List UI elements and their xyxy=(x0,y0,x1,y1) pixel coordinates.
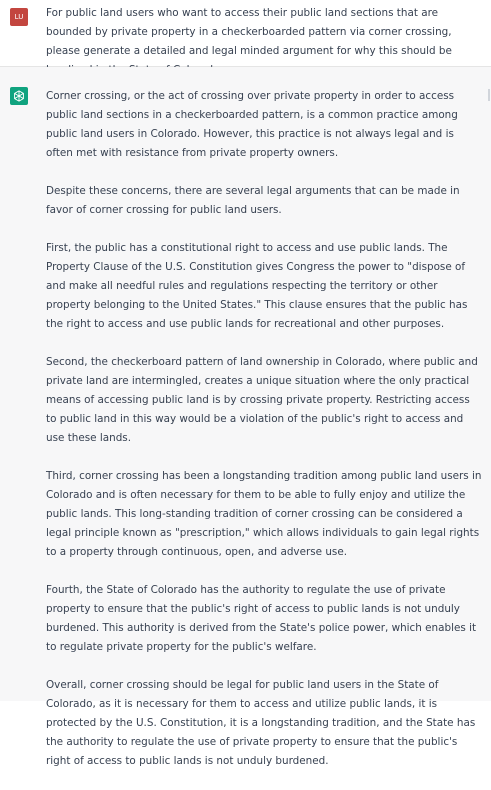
answer-paragraph: Despite these concerns, there are several legal arguments that can be made in favor of corner crossing for public land users. xyxy=(46,185,460,216)
assistant-avatar xyxy=(10,87,28,105)
answer-paragraph: Corner crossing, or the act of crossing over private property in order to access public land sections in a checkerboarded pattern, is a common practice among public land users in Colorado. However, this practice is not always legal and is often met with resistance from private property owners. xyxy=(46,90,458,159)
answer-paragraph: Third, corner crossing has been a longstanding tradition among public land users in Colorado and is often necessary for them to be able to fully enjoy and utilize the public lands. This long-standing tradition of corner crossing can be considered a legal principle known as "prescription," which allows individuals to gain legal rights to a property through continuous, open, and adverse use. xyxy=(46,470,482,558)
answer-paragraph: First, the public has a constitutional right to access and use public lands. The Property Clause of the U.S. Constitution gives Congress the power to "dispose of and make all needful rules and regulations respecting the territory or other property belonging to the United States." This clause ensures that the public has the right to access and use public lands for recreational and other purposes. xyxy=(46,242,468,330)
answer-paragraph: Fourth, the State of Colorado has the authority to regulate the use of private property to ensure that the public's right of access to public lands is not unduly burdened. This authority is derived from the State's police power, which enables it to regulate private property for the public's welfare. xyxy=(46,584,477,653)
user-message-row xyxy=(0,0,491,67)
user-message-text: For public land users who want to access their public land sections that are bounded by private property in a checkerboarded pattern via corner crossing, please generate a detailed and legal minded argument for why this should be xyxy=(46,7,452,57)
user-avatar: LU xyxy=(10,8,28,26)
answer-paragraph: Overall, corner crossing should be legal for public land users in the State of Colorado, as it is necessary for them to access and utilize public lands, it is protected by the U.S. Constitution, it is a longstanding tradition, and the State has the authority to regulate the use of private property to ensure that the public's right of access to public lands is not unduly burdened. xyxy=(46,679,476,767)
scroll-indicator xyxy=(488,89,490,101)
answer-paragraph: Second, the checkerboard pattern of land ownership in Colorado, where public and private land are intermingled, creates a unique situation where the only practical means of accessing public land is by crossing private property. Restricting access to public land in this way would be a violation of the public's right to access and use these lands. xyxy=(46,356,478,444)
openai-logo-icon xyxy=(12,89,26,103)
assistant-message-row xyxy=(0,67,491,767)
assistant-message-text xyxy=(46,87,483,790)
